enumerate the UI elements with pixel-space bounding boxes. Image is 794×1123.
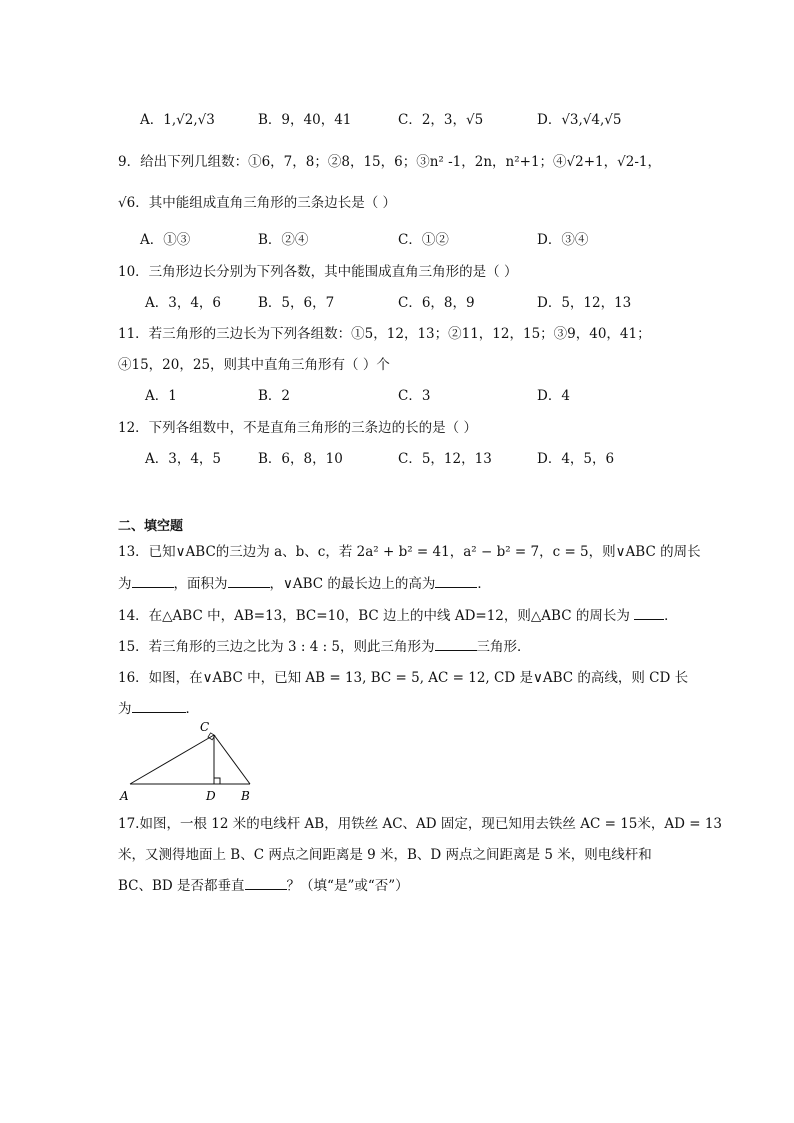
q17-stem-line1: 17.如图，一根 12 米的电线杆 AB，用铁丝 AC、AD 固定，现已知用去铁丝 AC = 15米，AD = 13 (118, 816, 723, 832)
q8-option-d[interactable]: D．√3,√4,√5 (537, 112, 622, 128)
q16-stem-line1: 16．如图，在∨ABC 中，已知 AB = 13, BC = 5, AC = 12, CD 是∨ABC 的高线，则 CD 长 (118, 670, 689, 686)
q16-text-a: 为 (118, 701, 132, 717)
q11-stem-line1: 11．若三角形的三边长为下列各组数：①5，12，13；②11，12，15；③9，40，41； (118, 326, 651, 342)
q10-option-c[interactable]: C．6，8，9 (398, 295, 475, 311)
q14-stem (118, 604, 678, 624)
q13-blank-area[interactable] (228, 573, 270, 588)
q9-stem-line1: 9．给出下列几组数：①6，7，8；②8，15，6；③n² -1，2n，n²+1；④√2+1，√2-1， (118, 154, 661, 170)
q12-stem: 12．下列各组数中，不是直角三角形的三条边的长的是（ ） (118, 420, 477, 436)
q9-option-a[interactable]: A．①③ (140, 232, 191, 248)
q9-option-c[interactable]: C．①② (398, 232, 449, 248)
q15-blank[interactable] (435, 636, 477, 651)
q11-option-c[interactable]: C．3 (398, 388, 431, 404)
label-b: B (241, 789, 250, 803)
q13-text-c: ，∨ABC 的最长边上的高为 (269, 576, 436, 592)
q17-stem-line3 (118, 874, 409, 894)
q17-stem-line2: 米，又测得地面上 B、C 两点之间距离是 9 米，B、D 两点之间距离是 5 米，则电线杆和 (118, 847, 652, 863)
q13-text-d: ． (477, 576, 491, 592)
q16-blank[interactable] (132, 698, 186, 713)
q10-option-a[interactable]: A．3，4，6 (145, 295, 222, 311)
q13-blank-height[interactable] (435, 573, 477, 588)
q11-stem-line2: ④15，20，25，则其中直角三角形有（ ）个 (118, 357, 390, 373)
q13-stem-line1: 13．已知∨ABC的三边为 a、b、c，若 2a² + b² = 41，a² − b² = 7，c = 5，则∨ABC 的周长 (118, 544, 701, 560)
q11-option-a[interactable]: A．1 (145, 388, 177, 404)
q8-option-b[interactable]: B．9，40，41 (258, 112, 352, 128)
q10-option-b[interactable]: B．5，6，7 (258, 295, 335, 311)
section-title: 二、填空题 (118, 519, 184, 534)
q11-option-b[interactable]: B．2 (258, 388, 291, 404)
q8-option-a[interactable]: A．1,√2,√3 (140, 112, 215, 128)
label-c: C (200, 720, 210, 734)
q16-stem-line2 (118, 697, 199, 717)
q17-blank[interactable] (245, 875, 287, 890)
right-angle-mark-d (214, 778, 220, 784)
q17-text-a: BC、BD 是否都垂直 (118, 878, 245, 894)
q15-text-a: 15．若三角形的三边之比为 3 : 4 : 5，则此三角形为 (118, 639, 435, 655)
q16-triangle-figure (110, 716, 270, 806)
q13-text-a: 为 (118, 576, 132, 592)
q11-option-d[interactable]: D．4 (537, 388, 570, 404)
q8-option-c[interactable]: C．2，3，√5 (398, 112, 484, 128)
q13-stem-line2 (118, 572, 491, 592)
q12-option-b[interactable]: B．6，8，10 (258, 451, 343, 467)
q14-text: 14．在△ABC 中，AB=13，BC=10，BC 边上的中线 AD=12，则△ABC 的周长为 (118, 608, 630, 624)
q15-text-b: 三角形． (476, 639, 531, 655)
q12-option-a[interactable]: A．3，4，5 (145, 451, 222, 467)
q9-option-b[interactable]: B．②④ (258, 232, 309, 248)
q15-stem (118, 635, 531, 655)
q13-text-b: ，面积为 (173, 576, 228, 592)
q12-option-c[interactable]: C．5，12，13 (398, 451, 492, 467)
q14-end: ． (664, 608, 678, 624)
q14-blank[interactable] (634, 605, 664, 620)
q12-option-d[interactable]: D．4，5，6 (537, 451, 615, 467)
label-d: D (206, 789, 216, 803)
label-a: A (120, 789, 129, 803)
q9-stem-line2: √6．其中能组成直角三角形的三条边长是（ ） (118, 195, 396, 211)
q10-option-d[interactable]: D．5，12，13 (537, 295, 632, 311)
q17-text-b: ？（填“是”或“否”） (286, 878, 409, 894)
q16-text-b: ． (185, 701, 199, 717)
side-bc (214, 735, 250, 784)
q9-option-d[interactable]: D．③④ (537, 232, 589, 248)
q13-blank-perimeter[interactable] (132, 573, 174, 588)
q10-stem: 10．三角形边长分别为下列各数，其中能围成直角三角形的是（ ） (118, 264, 518, 280)
side-ac (130, 735, 214, 784)
